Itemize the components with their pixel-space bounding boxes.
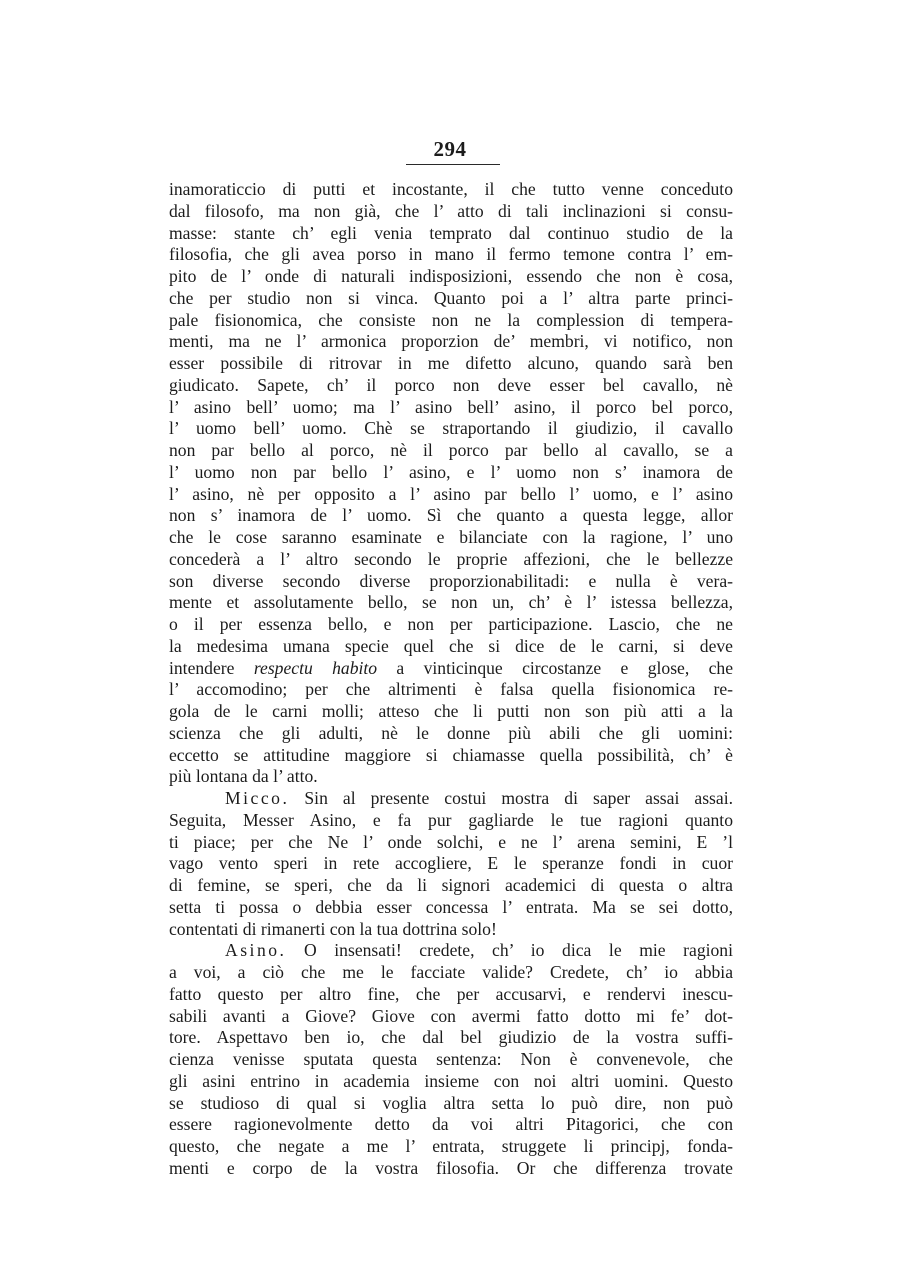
text-line: gli asini entrino in academia insieme con noi altri uomini. Questo <box>169 1070 733 1091</box>
italic-phrase: respectu habito <box>253 657 378 678</box>
text-line: tore. Aspettavo ben io, che dal bel giudizio de la vostra suffi- <box>169 1027 733 1048</box>
speaker-asino: Asino. <box>225 940 287 961</box>
text-line: questo, che negate a me l’ entrata, struggete li principj, fonda- <box>169 1136 733 1156</box>
text-line: l’ asino bell’ uomo; ma l’ asino bell’ asino, il porco bel porco, <box>169 396 733 417</box>
text-line: vago vento speri in rete accogliere, E le speranze fondi in cuor <box>169 853 733 874</box>
page-number: 294 <box>433 137 467 161</box>
text-line: sabili avanti a Giove? Giove con avermi fatto dotto mi fe’ dot- <box>169 1005 733 1026</box>
text-line: pito de l’ onde di naturali indisposizioni, essendo che non è cosa, <box>169 266 733 286</box>
text-line: esser possibile di ritrovar in me difetto alcuno, quando sarà ben <box>169 353 733 373</box>
text-line: dal filosofo, ma non già, che l’ atto di tali inclinazioni si consu- <box>169 200 733 221</box>
text-line: Seguita, Messer Asino, e fa pur gagliarde le tue ragioni quanto <box>169 809 733 830</box>
text-line: a voi, a ciò che me le facciate valide? Credete, ch’ io abbia <box>169 962 733 982</box>
text-line: menti e corpo de la vostra filosofia. Or che differenza trovate <box>169 1157 733 1178</box>
text-line: se studioso di qual si voglia altra setta lo può dire, non può <box>169 1092 733 1113</box>
text-line: la medesima umana specie quel che si dice de le carni, si deve <box>169 635 733 656</box>
text-line: ti piace; per che Ne l’ onde solchi, e ne l’ arena semini, E ’l <box>169 831 733 852</box>
text-line: filosofia, che gli avea porso in mano il fermo temone contra l’ em- <box>169 244 733 265</box>
text-line: essere ragionevolmente detto da voi altri Pitagorici, che con <box>169 1114 733 1135</box>
text-line: di femine, se speri, che da li signori academici di questa o altra <box>169 875 733 895</box>
text-run: intendere <box>169 657 254 678</box>
text-line <box>169 658 733 680</box>
text-line: menti, ma ne l’ armonica proporzion de’ membri, vi notifico, non <box>169 331 733 352</box>
speech-first-line <box>169 788 733 810</box>
text-line: gola de le carni molli; atteso che li putti non son più atti a la <box>169 701 733 721</box>
text-line: pale fisionomica, che consiste non ne la complession di tempera- <box>169 309 733 330</box>
text-line: l’ asino, nè per opposito a l’ asino par bello l’ uomo, e l’ asino <box>169 483 733 504</box>
speaker-micco: Micco. <box>225 788 290 808</box>
text-line: eccetto se attitudine maggiore si chiamasse quella possibilità, ch’ è <box>169 744 733 765</box>
speech-first-line <box>169 940 733 962</box>
body-text <box>169 179 733 1180</box>
text-line: l’ uomo non par bello l’ asino, e l’ uomo non s’ inamora de <box>169 461 733 482</box>
text-line: fatto questo per altro fine, che per accusarvi, e rendervi inescu- <box>169 983 733 1004</box>
text-line: o il per essenza bello, e non per participazione. Lascio, che ne <box>169 614 733 634</box>
text-line: l’ uomo bell’ uomo. Chè se straportando il giudizio, il cavallo <box>169 418 733 439</box>
text-run: Sin al presente costui mostra di saper assai assai. <box>289 788 733 808</box>
text-line: non par bello al porco, nè il porco par bello al cavallo, se a <box>169 440 733 460</box>
text-line: più lontana da l’ atto. <box>169 766 318 787</box>
text-line: scienza che gli adulti, nè le donne più abili che gli uomini: <box>169 722 733 743</box>
text-line: non s’ inamora de l’ uomo. Sì che quanto a questa legge, allor <box>169 505 733 526</box>
text-line: masse: stante ch’ egli venia temprato dal continuo studio de la <box>169 222 733 243</box>
text-run: O insensati! credete, ch’ io dica le mie ragioni <box>286 940 733 961</box>
text-line: concederà a l’ altro secondo le proprie affezioni, che le bellezze <box>169 548 733 569</box>
text-line: cienza venisse sputata questa sentenza: Non è convenevole, che <box>169 1049 733 1069</box>
text-line: mente et assolutamente bello, se non un, ch’ è l’ istessa bellezza, <box>169 592 733 613</box>
text-line: setta ti possa o debbia esser concessa l’ entrata. Ma se sei dotto, <box>169 896 733 917</box>
text-line: giudicato. Sapete, ch’ il porco non deve esser bel cavallo, nè <box>169 374 733 395</box>
text-line: l’ accomodino; per che altrimenti è falsa quella fisionomica re- <box>169 679 733 700</box>
text-line: inamoraticcio di putti et incostante, il che tutto venne conceduto <box>169 179 733 199</box>
text-line: che le cose saranno esaminate e bilanciate con la ragione, l’ uno <box>169 527 733 547</box>
text-line: son diverse secondo diverse proporzionabilitadi: e nulla è vera- <box>169 570 733 591</box>
text-line: contentati di rimanerti con la tua dottrina solo! <box>169 918 497 939</box>
text-run: a vinticinque circostanze e glose, che <box>377 657 734 678</box>
text-line: che per studio non si vinca. Quanto poi a l’ altra parte princi- <box>169 287 733 308</box>
header-rule <box>406 164 500 165</box>
